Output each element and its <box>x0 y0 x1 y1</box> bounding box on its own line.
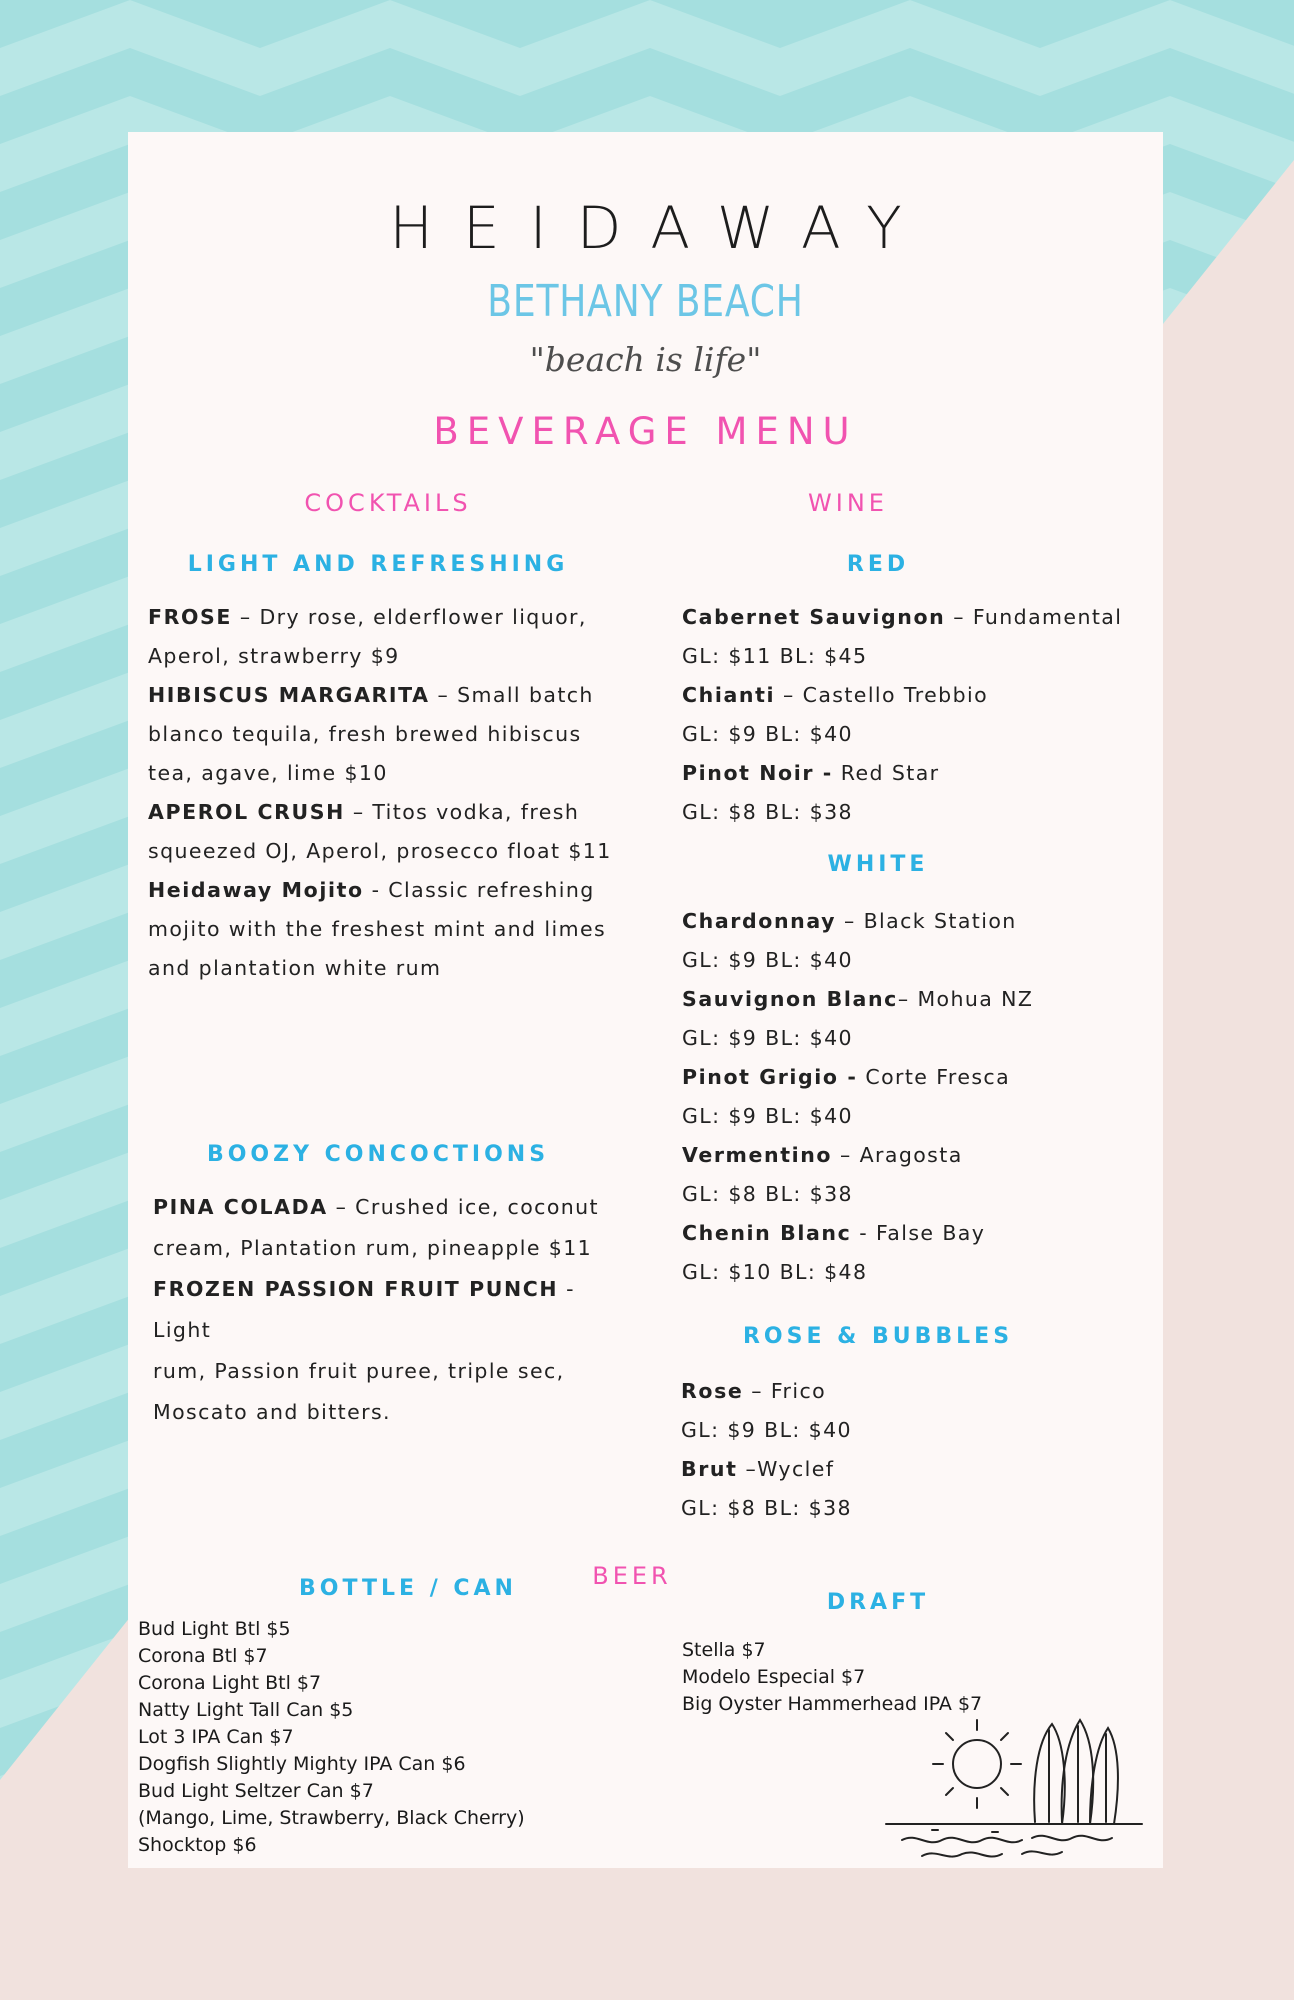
item-desc: Aperol, strawberry $9 <box>148 644 400 668</box>
wine-maker: –Wyclef <box>737 1457 835 1481</box>
cocktails-heading: COCKTAILS <box>304 489 472 517</box>
menu-item-frose <box>148 598 628 676</box>
rose-bubbles-heading: ROSE & BUBBLES <box>742 1324 1014 1349</box>
item-name: HIBISCUS MARGARITA <box>148 683 430 707</box>
beer-item: Stella $7 <box>682 1639 766 1661</box>
wine-price: GL: $9 BL: $40 <box>681 1418 852 1442</box>
wine-name: Chianti <box>682 683 776 707</box>
wine-price: GL: $11 BL: $45 <box>682 644 868 668</box>
wine-item-chenin-blanc <box>682 1214 1152 1253</box>
beer-item: Natty Light Tall Can $5 <box>138 1699 354 1721</box>
wine-item-cabernet <box>682 598 1152 637</box>
wine-price: GL: $8 BL: $38 <box>682 800 853 824</box>
wine-maker: Corte Fresca <box>857 1065 1011 1089</box>
wine-price: GL: $10 BL: $48 <box>682 1260 868 1284</box>
wine-name: Rose <box>681 1379 744 1403</box>
item-desc: Moscato and bitters. <box>153 1400 391 1424</box>
wine-maker: – Fundamental <box>945 605 1123 629</box>
item-desc: mojito with the freshest mint and limes <box>148 917 607 941</box>
wine-name: Brut <box>681 1457 738 1481</box>
wine-name: Pinot Grigio - <box>682 1065 858 1089</box>
beer-item: (Mango, Lime, Strawberry, Black Cherry) <box>138 1807 525 1829</box>
wine-list-white <box>682 902 1152 1292</box>
wine-name: Chardonnay <box>682 909 837 933</box>
beer-list-bottle <box>138 1616 618 1859</box>
item-desc: – Small batch <box>429 683 594 707</box>
white-heading: WHITE <box>827 852 929 877</box>
menu-title: BEVERAGE MENU <box>433 410 858 453</box>
wine-item-rose <box>681 1372 1151 1411</box>
item-name: Heidaway Mojito <box>148 878 364 902</box>
wine-item-vermentino <box>682 1136 1152 1175</box>
wine-item-pinot-grigio <box>682 1058 1152 1097</box>
item-desc: – Dry rose, elderflower liquor, <box>231 605 587 629</box>
wine-name: Vermentino <box>682 1143 833 1167</box>
wine-name: Sauvignon Blanc <box>682 987 898 1011</box>
wine-maker: – Mohua NZ <box>897 987 1034 1011</box>
item-name: APEROL CRUSH <box>148 800 345 824</box>
beer-list-draft <box>682 1637 1152 1718</box>
item-name: PINA COLADA <box>153 1195 328 1219</box>
beer-item: Shocktop $6 <box>138 1834 257 1856</box>
wine-maker: Red Star <box>832 761 940 785</box>
beer-item: Corona Light Btl $7 <box>138 1672 322 1694</box>
menu-item-hibiscus-margarita <box>148 676 628 793</box>
item-name: FROSE <box>148 605 232 629</box>
wine-item-brut <box>681 1450 1151 1489</box>
wine-name: Cabernet Sauvignon <box>682 605 946 629</box>
wine-name: Chenin Blanc <box>682 1221 852 1245</box>
item-desc: blanco tequila, fresh brewed hibiscus <box>148 722 582 746</box>
item-desc: squeezed OJ, Aperol, prosecco float $11 <box>148 839 612 863</box>
wine-price: GL: $9 BL: $40 <box>682 1026 853 1050</box>
light-refreshing-heading: LIGHT AND REFRESHING <box>187 552 569 577</box>
beer-item: Big Oyster Hammerhead IPA $7 <box>682 1693 983 1715</box>
beer-item: Modelo Especial $7 <box>682 1666 866 1688</box>
item-desc: and plantation white rum <box>148 956 442 980</box>
item-desc: - Light <box>153 1277 575 1342</box>
menu-item-frozen-passion-fruit-punch <box>153 1269 633 1433</box>
wine-maker: – Black Station <box>836 909 1017 933</box>
wine-maker: – Frico <box>743 1379 827 1403</box>
menu-item-heidaway-mojito <box>148 871 628 988</box>
item-desc: - Classic refreshing <box>363 878 595 902</box>
wine-price: GL: $9 BL: $40 <box>682 722 853 746</box>
item-desc: rum, Passion fruit puree, triple sec, <box>153 1359 565 1383</box>
wine-price: GL: $9 BL: $40 <box>682 1104 853 1128</box>
wine-price: GL: $8 BL: $38 <box>681 1496 852 1520</box>
item-desc: – Titos vodka, fresh <box>344 800 580 824</box>
wine-price: GL: $8 BL: $38 <box>682 1182 853 1206</box>
menu-item-aperol-crush <box>148 793 628 871</box>
wine-maker: - False Bay <box>851 1221 986 1245</box>
beer-item: Bud Light Btl $5 <box>138 1618 291 1640</box>
beer-item: Corona Btl $7 <box>138 1645 268 1667</box>
menu-card: HEIDAWAY BETHANY BEACH "beach is life" BEVERAGE MENU COCKTAILS LIGHT AND REFRESHING FROSE – Dry rose, elderflower liquor, Aperol, strawberry $9 HIBISCUS MARGARITA – Small batch blanco tequila, fresh brewed hibiscus tea, agave, lime $10 APEROL CRUSH – Titos vodka, fresh squeezed OJ, Aperol, prosecco float $11 Heidaway Mojito - Classic refreshing mojito with the freshest mint and limes and plantation white rum BOOZY CONCOCTIONS PINA COLADA – Crushed ice, coconut cream, Plantation rum, pineapple $11 FROZEN PASSION FRUIT PUNCH - Light rum, Passion fruit puree, triple sec, Moscato and bitters. WINE RED Cabernet Sauvignon – Fundamental GL: $11 BL: $45 Chianti – Castello Trebbio GL: $9 BL: $40 Pinot Noir - Red Star GL: $8 BL: $38 WHITE Chardonnay – Black Station GL: $9 BL: $40 Sauvignon Blanc– Mohua NZ GL: $9 BL: $40 Pinot Grigio - Corte Fresca GL: $9 BL: $40 Vermentino – Aragosta GL: $8 BL: $38 Chenin Blanc - False Bay GL: $10 BL: $48 ROSE & BUBBLES Rose – Frico GL: $9 BL: $40 Brut –Wyclef GL: $8 BL: $38 BEER BOTTLE / CAN DRAFT Bud Light Btl $5 Corona Btl $7 Corona Light Btl $7 Natty Light Tall Can $5 Lot 3 IPA Can $7 Dogfish Slightly Mighty IPA Can $6 Bud Light Seltzer Can $7 (Mango, Lime, Strawberry, Black Cherry) Shocktop $6 Stella $7 Modelo Especial $7 Big Oyster Hammerhead IPA $7 <box>128 132 1163 1868</box>
bottle-can-heading: BOTTLE / CAN <box>299 1576 517 1601</box>
item-name: FROZEN PASSION FRUIT PUNCH <box>153 1277 559 1301</box>
wine-maker: – Aragosta <box>832 1143 963 1167</box>
wine-item-chianti <box>682 676 1152 715</box>
wine-name: Pinot Noir - <box>682 761 833 785</box>
draft-heading: DRAFT <box>826 1590 930 1615</box>
beer-item: Lot 3 IPA Can $7 <box>138 1726 294 1748</box>
sun-surfboards-waves-icon <box>882 1712 1264 1862</box>
wine-item-pinot-noir <box>682 754 1152 793</box>
beer-item: Bud Light Seltzer Can $7 <box>138 1780 374 1802</box>
wine-list-rose <box>681 1372 1151 1528</box>
cocktail-list-light <box>148 598 628 988</box>
item-desc: – Crushed ice, coconut <box>327 1195 599 1219</box>
wine-price: GL: $9 BL: $40 <box>682 948 853 972</box>
beer-item: Dogfish Slightly Mighty IPA Can $6 <box>138 1753 466 1775</box>
wine-maker: – Castello Trebbio <box>775 683 989 707</box>
wine-item-sauvignon-blanc <box>682 980 1152 1019</box>
red-heading: RED <box>846 552 910 577</box>
wine-list-red <box>682 598 1152 832</box>
location-subtitle: BETHANY BEACH <box>487 276 804 327</box>
item-desc: tea, agave, lime $10 <box>148 761 388 785</box>
menu-item-pina-colada <box>153 1187 633 1269</box>
boozy-concoctions-heading: BOOZY CONCOCTIONS <box>206 1142 550 1167</box>
cocktail-list-boozy <box>153 1187 633 1433</box>
wine-item-chardonnay <box>682 902 1152 941</box>
item-desc: cream, Plantation rum, pineapple $11 <box>153 1236 593 1260</box>
brand-title: HEIDAWAY <box>389 194 932 262</box>
tagline: "beach is life" <box>529 340 762 379</box>
